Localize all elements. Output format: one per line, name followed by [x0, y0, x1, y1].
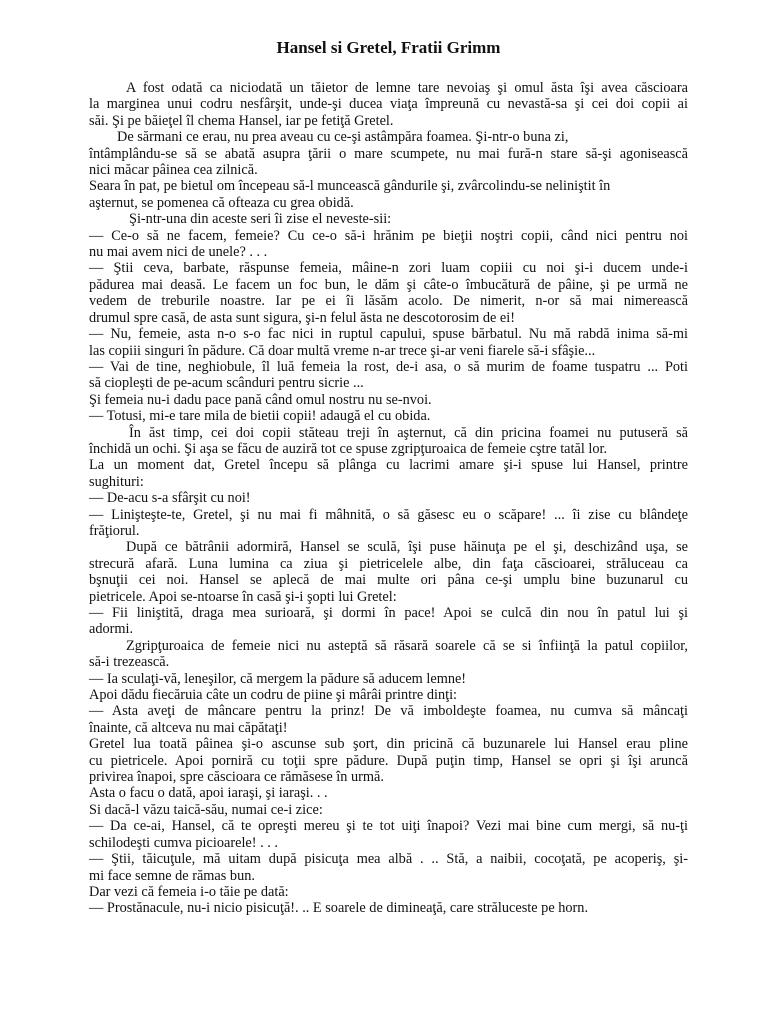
text-line: Şi femeia nu-i dadu pace pană când omul nostru nu se-nvoi.: [89, 391, 432, 408]
text-line: De sărmani ce erau, nu prea aveau cu ce-şi astâmpăra foamea. Şi-ntr-o buna zi,: [117, 129, 569, 146]
document-body: [89, 80, 688, 917]
text-line: — Asta aveţi de mâncare pentru la prinz! De vă imboldeşte foamea, nu cumva să mâncaţi: [89, 703, 688, 720]
text-line: să-i trezească.: [89, 654, 170, 671]
text-line: Asta o facu o dată, apoi iaraşi, şi iaraşi. . .: [89, 785, 328, 802]
text-line: înainte, că altceva nu mai căpătaţi!: [89, 719, 288, 736]
text-line: adormi.: [89, 621, 134, 638]
text-line: În ăst timp, cei doi copii stăteau treji în aşternut, că din pricina foamei nu putuseră să: [129, 424, 688, 441]
text-line: bşnuţii cei noi. Hansel se aplecă de mai multe ori pâna ce-şi umplu bine buzunarul cu: [89, 572, 688, 589]
text-line: Zgripţuroaica de femeie nici nu asteptă să răsară soarele că se si înfiinţă la patul copiilor,: [126, 637, 688, 654]
text-line: — Ştii, tăicuţule, mă uitam după pisicuţa mea albă . .. Stă, a naibii, cocoţată, pe acoperiş, şi-: [89, 851, 688, 868]
text-line: — Ia sculaţi-vă, leneşilor, că mergem la pădure să aducem lemne!: [89, 670, 467, 687]
text-line: întâmplându-se să se abată asupra ţării o mare scumpete, nu mai fură-n stare să-şi agonisească: [89, 145, 688, 162]
text-line: pietricele. Apoi se-ntoarse în casă şi-i şopti lui Gretel:: [89, 588, 397, 605]
text-line: — Prostănacule, nu-i nicio pisicuţă!. .. E soarele de dimineaţă, care străluceste pe horn.: [89, 900, 589, 917]
text-line: aşternut, se pomenea că ofteaza cu grea obidă.: [89, 194, 354, 211]
text-line: mi face semne de rămas bun.: [89, 867, 255, 884]
text-line: A fost odată ca niciodată un tăietor de lemne tare nevoiaş şi omul ăsta îşi avea căscioara: [126, 80, 688, 96]
text-line: La un moment dat, Gretel începu să plânga cu lacrimi amare şi-i spuse lui Hansel, printre: [89, 457, 688, 474]
text-line: Gretel lua toată pâinea şi-o ascunse sub şort, din pricină că buzunarele lui Hansel erau pline: [89, 736, 688, 753]
text-line: Dar vezi că femeia i-o tăie pe dată:: [89, 883, 289, 900]
text-line: — Fii liniştită, draga mea surioară, şi dormi în pace! Apoi se culcă din nou în patul lui şi: [89, 605, 688, 621]
text-line: Seara în pat, pe bietul om începeau să-l muncească gândurile şi, zvârcolindu-se neliniştit în: [89, 178, 611, 195]
text-line: — Da ce-ai, Hansel, că te opreşti mereu şi te tot uiţi înapoi? Vezi mai bine cum mergi, să nu-ţi: [89, 818, 688, 835]
text-line: cu pietricele. Apoi porniră cu toţii spre pădure. După puţin timp, Hansel se opri şi îşi aruncă: [89, 752, 688, 769]
text-line: — Ştii ceva, barbate, răspunse femeia, mâine-n zori luam copiii cu noi şi-i ducem unde-i: [89, 260, 688, 277]
text-line: las copiii singuri în pădure. Că doar multă vreme n-ar trece şi-ar veni fiarele să-i sfâşie...: [89, 342, 596, 359]
text-line: vedem de treburile noastre. Iar pe ei îi lăsăm acolo. De nimerit, n-or să mai nimerească: [89, 293, 688, 310]
text-line: — Vai de tine, neghiobule, îl luă femeia la rost, de-i asa, o să murim de foame tuspatru ... Poti: [89, 358, 688, 375]
text-line: Apoi dădu fiecăruia câte un codru de piine şi mârâi printre dinţi:: [89, 687, 458, 704]
text-line: — De-acu s-a sfârşit cu noi!: [89, 490, 251, 507]
text-line: schilodeşti cumva picioarele! . . .: [89, 834, 278, 851]
text-line: săi. Şi pe băieţel îl chema Hansel, iar pe fetiţă Gretel.: [89, 112, 394, 129]
text-line: — Nu, femeie, asta n-o s-o fac nici in ruptul capului, spuse bărbatul. Nu mă rabdă inima să-mi: [89, 326, 688, 343]
text-line: sughituri:: [89, 473, 144, 490]
text-line: După ce bătrânii adormiră, Hansel se sculă, îşi puse hăinuţa pe el şi, deschizând uşa, se: [126, 539, 688, 556]
document-title: Hansel si Gretel, Fratii Grimm: [276, 38, 501, 57]
text-line: la marginea unui codru nesfârşit, unde-şi ducea viaţa împreună cu nevastă-sa şi cei doi copii ai: [89, 96, 688, 113]
text-line: Si dacă-l văzu taică-său, numai ce-i zice:: [89, 801, 323, 818]
text-line: pădurea mai deasă. Le facem un foc bun, le dăm şi câte-o îmbucătură de pâine, şi pe urmă ne: [89, 276, 688, 293]
text-line: — Totusi, mi-e tare mila de bietii copii! adaugă el cu obida.: [89, 408, 431, 425]
text-line: strecură afară. Luna lumina ca ziua şi pietricelele albe, din faţa căscioarei, străluceau ca: [89, 555, 688, 572]
text-line: nu mai avem nici de unele? . . .: [89, 244, 268, 261]
text-line: să ciopleşti de pe-acum scânduri pentru sicrie ...: [89, 375, 364, 392]
text-line: — Ce-o să ne facem, femeie? Cu ce-o să-i hrănim pe bieţii noştri copii, când nici pentru noi: [89, 227, 688, 244]
text-line: închidă un ochi. Şi aşa se făcu de auziră tot ce spuse zgripţuroaica de femeie cştre tatăl lor.: [89, 440, 608, 457]
text-line: drumul spre casă, de asta sunt sigura, şi-n felul ăsta ne descotorosim de ei!: [89, 309, 516, 326]
text-line: privirea înapoi, spre căscioara ce rămăsese în urmă.: [89, 769, 384, 786]
text-line: — Linişteşte-te, Gretel, şi nu mai fi mâhnită, o să găsesc eu o scăpare! ... îi zise cu blândeţe: [89, 506, 688, 523]
text-line: frăţiorul.: [89, 522, 140, 539]
text-line: nici măcar pâinea cea zilnică.: [89, 162, 258, 179]
text-line: Şi-ntr-una din aceste seri îi zise el neveste-sii:: [129, 211, 392, 228]
